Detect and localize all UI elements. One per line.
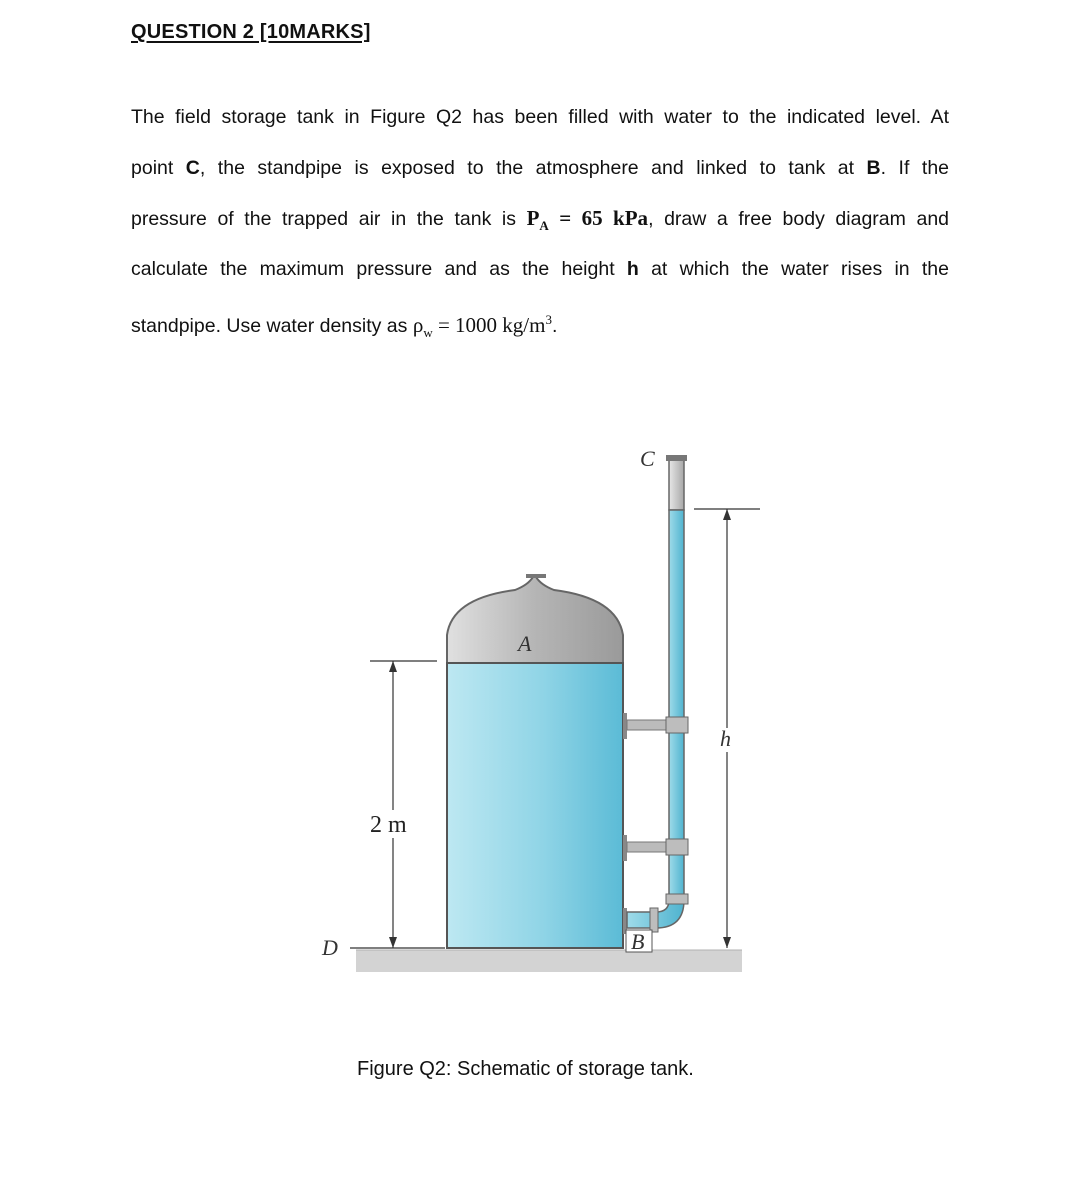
line1-text: The field storage tank in Figure Q2 has been filled with water to the indicated level. At — [131, 106, 949, 128]
tank-water — [447, 663, 623, 948]
height-h-ref: h — [626, 258, 639, 280]
line4-text-a: calculate the maximum pressure and as the height — [131, 258, 627, 280]
pressure-p: P — [526, 206, 540, 230]
figure-caption: Figure Q2: Schematic of storage tank. — [357, 1058, 694, 1080]
density-subscript: w — [423, 325, 433, 341]
h-arrow-top — [723, 509, 731, 520]
density-value: = 1000 kg/m — [432, 313, 546, 337]
h-arrow-bottom — [723, 937, 731, 948]
standpipe-cap — [666, 455, 687, 461]
label-b: B — [631, 929, 645, 954]
ground — [356, 950, 742, 972]
tank-top-vent — [526, 574, 546, 578]
tank-air-space — [447, 577, 623, 663]
line4-text-c: at which the water rises in the — [638, 258, 949, 280]
line3-text-a: pressure of the trapped air in the tank is — [131, 208, 527, 230]
label-c: C — [640, 446, 655, 471]
line5-text-a: standpipe. Use water density as — [131, 315, 413, 337]
line3-text-b: , draw a free body diagram and — [648, 208, 950, 230]
density-superscript: 3 — [545, 312, 552, 327]
pressure-subscript: A — [539, 218, 549, 234]
point-b-ref: B — [866, 157, 881, 179]
label-2m: 2 m — [370, 812, 407, 838]
density-rho: ρ — [412, 313, 424, 337]
pressure-value: = 65 kPa — [548, 206, 649, 230]
line5-end: . — [551, 315, 558, 337]
line2-text-c: , the standpipe is exposed to the atmosphere and linked to tank at — [199, 157, 867, 179]
point-c-ref: C — [185, 157, 200, 179]
2m-arrow-top — [389, 661, 397, 672]
connection-pipe — [623, 894, 688, 934]
line2-text-e: . If the — [880, 157, 950, 179]
line2-text-a: point — [131, 157, 186, 179]
question-heading: QUESTION 2 [10MARKS] — [131, 21, 371, 43]
label-h: h — [720, 726, 731, 751]
label-d: D — [322, 935, 338, 960]
standpipe-air — [669, 460, 684, 510]
label-a: A — [518, 631, 532, 656]
2m-arrow-bottom — [389, 937, 397, 948]
